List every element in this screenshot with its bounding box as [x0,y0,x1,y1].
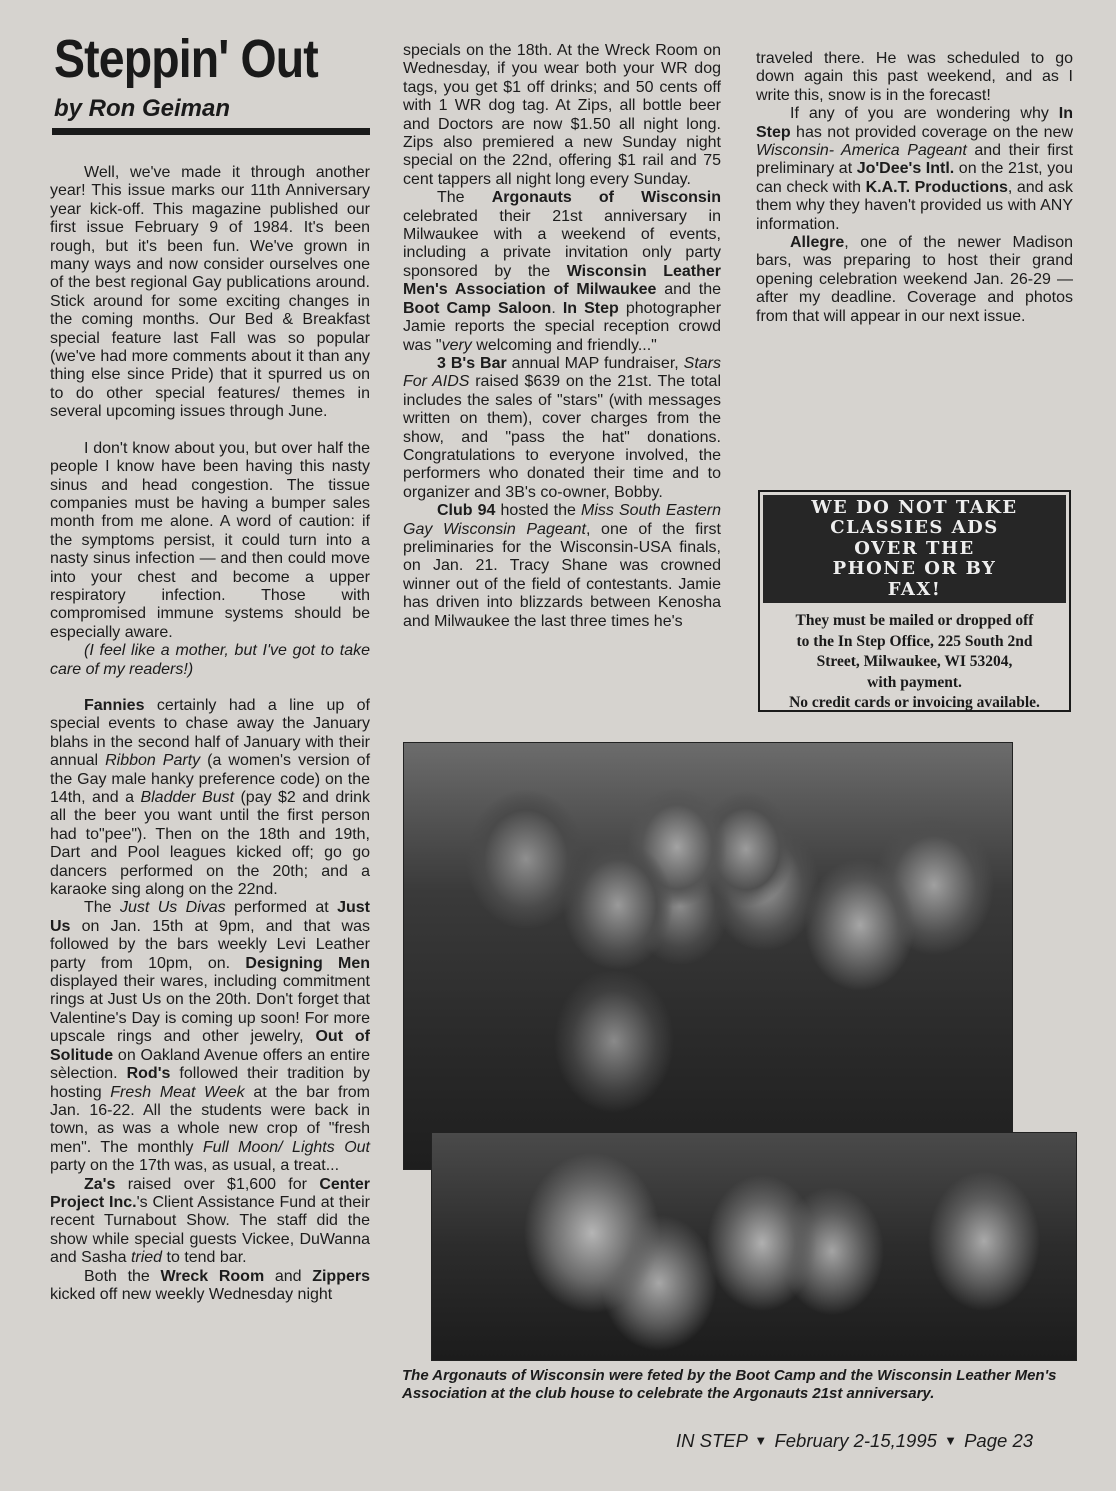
page-number: Page 23 [964,1430,1034,1451]
paragraph: specials on the 18th. At the Wreck Room on Wednesday, if you wear both your WR dog tags, you get $1 off drinks; and 50 cents off with 1 WR dog tag. At Zips, all bottle beer and Doctors are now $1.50 all night long. Zips also premiered a new Sunday night special on the 22nd, offering $1 rail and 75 cent tappers all night long every Sunday. [403,42,721,188]
photo-caption: The Argonauts of Wisconsin were feted by the Boot Camp and the Wisconsin Leather Men's Association at the club house to celebrate the Argonauts 21st anniversary. [402,1367,1057,1402]
paragraph: Well, we've made it through another year! This issue marks our 11th Anniversary year kick-off. This magazine published our first issue February 9 of 1984. It's been rough, but it's been fun. We've grown in many ways and now consider ourselves one of the best regional Gay publications around. Stick around for some exciting changes in the coming months. Our Bed & Breakfast special feature last Fall was so popular (we've had more comments about it than any thing else since Pride) that it spurred us on to do other special features/ themes in several upcoming issues through June. [50,164,370,421]
paragraph: 3 B's Bar annual MAP fundraiser, Stars For AIDS raised $639 on the 21st. The total includes the sales of "stars" (with messages written on them), cover charges from the show, and "pass the hat" donations. Congratulations to everyone involved, the performers who donated their time and to organizer and 3B's co-owner, Bobby. [403,354,721,501]
paragraph: The Argonauts of Wisconsin celebrated their 21st anniversary in Milwaukee with a weekend of events, including a private invitation only party sponsored by the Wisconsin Leather Men's Association of Milwaukee and the Boot Camp Saloon. In Step photographer Jamie reports the special reception crowd was "very welcoming and friendly..." [403,189,722,354]
paragraph: (I feel like a mother, but I've got to take care of my readers!) [50,642,370,678]
paragraph: The Just Us Divas performed at Just Us on Jan. 15th at 9pm, and that was followed by the bars weekly Levi Leather party from 10pm, on. Designing Men displayed their wares, including commitment rings at Just Us on the 20th. Don't forget that Valentine's Day is coming up soon! For more upscale rings and other jewelry, Out of Solitude on Oakland Avenue offers an entire sèlection. Rod's followed their tradition by hosting Fresh Meat Week at the bar from Jan. 16-22. All the students were back in town, as was a whole new crop of "fresh men". The monthly Full Moon/ Lights Out party on the 17th was, as usual, a treat... [50,899,371,1175]
group-photo [403,742,1013,1170]
publication-name: IN STEP [676,1430,748,1451]
paragraph: Fannies certainly had a line up of special events to chase away the January blahs in the second half of January with their annual Ribbon Party (a women's version of the Gay male hanky preference code) on the 14th, and a Bladder Bust (pay $2 and drink all the beer you want until the first person had to"pee"). Then on the 18th and 19th, Dart and Pool leagues kicked off; go go dancers performed on the 20th; and a karaoke sing along on the 22nd. [50,696,371,899]
paragraph: Za's raised over $1,600 for Center Project Inc.'s Client Assistance Fund at their recent Turnabout Show. The staff did the show while special guests Vickee, DuWanna and Sasha tried to tend bar. [50,1175,371,1267]
title-rule [52,128,370,135]
paragraph: Both the Wreck Room and Zippers kicked off new weekly Wednesday night [50,1267,370,1303]
separator-triangle-icon: ▼ [944,1433,957,1448]
separator-triangle-icon: ▼ [754,1433,768,1448]
group-photo-inset [431,1132,1077,1361]
issue-date: February 2-15,1995 [774,1430,937,1451]
article-title: Steppin' Out [54,29,318,89]
page-footer [676,1430,1033,1452]
column-1 [50,164,370,1304]
paragraph: Allegre, one of the newer Madison bars, was preparing to host their grand opening celebration weekend Jan. 26-29 — after my deadline. Coverage and photos from that will appear in our next issue. [756,234,1073,325]
paragraph: I don't know about you, but over half the people I know have been having this nasty sinus and head congestion. The tissue companies must be having a bumper sales month from me alone. A word of caution: if the symptoms persist, it could turn into a nasty sinus infection — and then could move into your chest and become a upper respiratory infection. Those with compromised immune systems should be especially aware. [50,439,370,641]
notice-headline: WE DO NOT TAKE CLASSIES ADS OVER THE PHONE OR BY FAX! [763,495,1066,603]
column-3 [756,50,1073,326]
paragraph: Club 94 hosted the Miss South Eastern Gay Wisconsin Pageant, one of the first preliminaries for the Wisconsin-USA finals, on Jan. 21. Tracy Shane was crowned winner out of the field of contestants. Jamie has driven into blizzards between Kenosha and Milwaukee the last three times he's [403,502,722,630]
paragraph: traveled there. He was scheduled to go down again this past weekend, and as I write this, snow is in the forecast! [756,50,1073,104]
classifieds-notice-box [758,490,1071,712]
paragraph: If any of you are wondering why In Step has not provided coverage on the new Wisconsin- America Pageant and their first preliminary at Jo'Dee's Intl. on the 21st, you can check with K.A.T. Productions, and ask them why they haven't provided us with ANY information. [756,105,1073,233]
notice-body: They must be mailed or dropped off to the In Step Office, 225 South 2nd Street, Milwaukee, WI 53204, with payment. No credit cards or invoicing available. [789,612,1040,711]
byline: by Ron Geiman [54,95,231,122]
column-2 [403,42,721,631]
